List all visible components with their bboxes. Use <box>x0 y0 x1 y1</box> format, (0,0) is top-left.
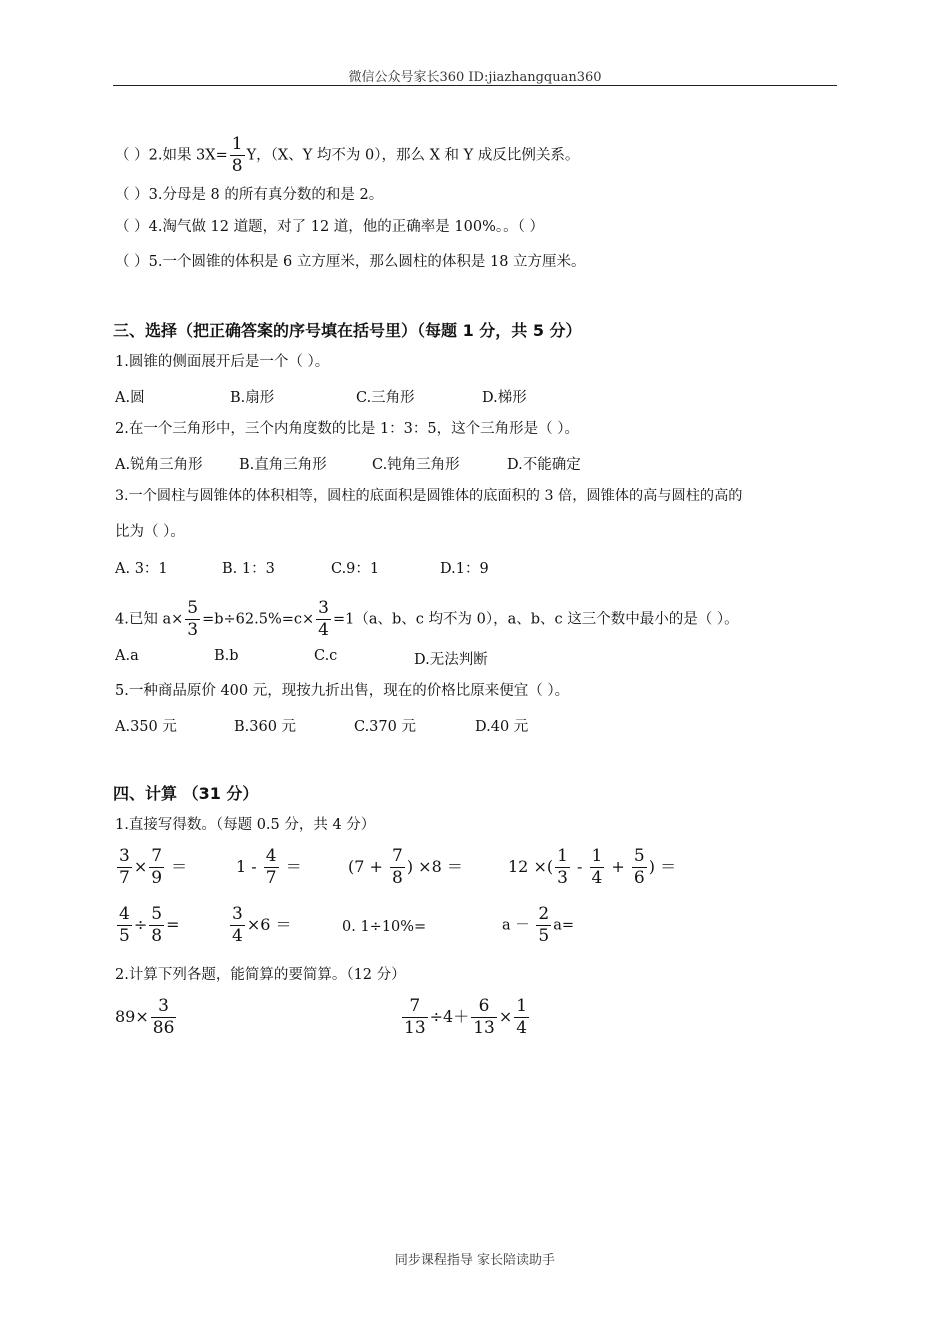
choice-q3-stem-line2: 比为（ ）。 <box>115 524 185 540</box>
choice-q4-opt-b: B.b <box>214 648 239 664</box>
calc-problem-1: 89× $\frac{3}{86}$ <box>115 996 175 1038</box>
calc-expr-1: $\frac{3}{7}$ × $\frac{7}{9}$ ＝ <box>119 846 188 888</box>
fraction: $\frac{7}{8}$ <box>392 846 403 888</box>
fraction: $\frac{3}{4}$ <box>232 904 243 946</box>
choice-q1-opt-d: D.梯形 <box>482 390 527 406</box>
section4-title: 四、计算 （31 分） <box>113 784 259 803</box>
choice-q3-opt-d: D.1：9 <box>440 561 489 577</box>
fraction: $\frac{7}{9}$ <box>151 846 163 888</box>
fraction: $\frac{4}{7}$ <box>265 846 277 888</box>
choice-q3-opt-b: B. 1：3 <box>222 561 275 577</box>
choice-q4-stem: 4.已知 a× $\frac{5}{3}$ =b÷62.5%=c× $\frac{3}{4}$ =1（a、b、c 均不为 0），a、b、c 这三个数中最小的是（ ）。 <box>115 598 739 640</box>
choice-q2-stem: 2.在一个三角形中，三个内角度数的比是 1：3：5，这个三角形是（ ）。 <box>115 421 579 437</box>
calc-part2-title: 2.计算下列各题，能简算的要简算。（12 分） <box>115 967 406 983</box>
fraction: $\frac{1}{4}$ <box>591 846 603 888</box>
calc-problem-2: $\frac{7}{13}$ ÷4＋ $\frac{6}{13}$ × $\frac{1}{4}$ <box>404 996 528 1038</box>
judge-q2: （ ）2.如果 3X= $\frac{1}{8}$ Y，（X、Y 均不为 0），那么 X 和 Y 成反比例关系。 <box>115 134 580 176</box>
calc-expr-8: a － $\frac{2}{5}$ a= <box>502 904 574 946</box>
choice-q3-stem-line1: 3.一个圆柱与圆锥体的体积相等，圆柱的底面积是圆锥体的底面积的 3 倍，圆锥体的高与圆柱的高的 <box>115 488 743 504</box>
choice-q5-opt-b: B.360 元 <box>234 719 297 735</box>
calc-expr-5: $\frac{4}{5}$ ÷ $\frac{5}{8}$ = <box>119 904 180 946</box>
choice-q1-opt-a: A.圆 <box>115 390 145 406</box>
judge-q4: （ ）4.淘气做 12 道题，对了 12 道，他的正确率是 100%。。（ ） <box>115 219 544 235</box>
choice-q4-opt-a: A.a <box>115 648 139 664</box>
page-footer: 同步课程指导 家长陪读助手 <box>394 1253 556 1268</box>
fraction: $\frac{5}{6}$ <box>633 846 645 888</box>
fraction: $\frac{5}{3}$ <box>187 598 199 640</box>
calc-part1-title: 1.直接写得数。（每题 0.5 分，共 4 分） <box>115 817 376 833</box>
choice-q1-opt-b: B.扇形 <box>230 390 275 406</box>
calc-expr-4: 12 ×( $\frac{1}{3}$ - $\frac{1}{4}$ + $\frac{5}{6}$ ) ＝ <box>508 846 677 888</box>
fraction: $\frac{4}{5}$ <box>119 904 130 946</box>
fraction: $\frac{1}{3}$ <box>557 846 568 888</box>
choice-q5-opt-a: A.350 元 <box>115 719 177 735</box>
fraction: $\frac{1}{8}$ <box>231 134 243 176</box>
choice-q2-opt-c: C.钝角三角形 <box>372 457 460 473</box>
calc-expr-7: 0. 1÷10%= <box>342 919 427 935</box>
fraction: $\frac{5}{8}$ <box>151 904 163 946</box>
judge-q3: （ ）3.分母是 8 的所有真分数的和是 2。 <box>115 187 384 203</box>
calc-expr-6: $\frac{3}{4}$ ×6 ＝ <box>232 904 292 946</box>
choice-q5-opt-d: D.40 元 <box>475 719 529 735</box>
judge-q5: （ ）5.一个圆锥的体积是 6 立方厘米，那么圆柱的体积是 18 立方厘米。 <box>115 254 586 270</box>
choice-q1-opt-c: C.三角形 <box>356 390 415 406</box>
choice-q5-stem: 5.一种商品原价 400 元，现按九折出售，现在的价格比原来便宜（ ）。 <box>115 683 570 699</box>
fraction: $\frac{7}{13}$ <box>404 996 426 1038</box>
choice-q4-opt-c: C.c <box>314 648 338 664</box>
fraction: $\frac{6}{13}$ <box>473 996 495 1038</box>
choice-q2-opt-d: D.不能确定 <box>507 457 581 473</box>
choice-q2-opt-a: A.锐角三角形 <box>115 457 203 473</box>
fraction: $\frac{3}{7}$ <box>119 846 130 888</box>
header-rule <box>113 85 837 86</box>
fraction: $\frac{3}{4}$ <box>318 598 329 640</box>
fraction: $\frac{3}{86}$ <box>152 996 175 1038</box>
calc-expr-2: 1 - $\frac{4}{7}$ ＝ <box>236 846 302 888</box>
section3-title: 三、选择（把正确答案的序号填在括号里）（每题 1 分，共 5 分） <box>113 321 582 340</box>
choice-q3-opt-c: C.9：1 <box>331 561 380 577</box>
choice-q1-stem: 1.圆锥的侧面展开后是一个（ ）。 <box>115 354 330 370</box>
choice-q2-opt-b: B.直角三角形 <box>239 457 327 473</box>
choice-q4-opt-d: D.无法判断 <box>414 652 488 668</box>
calc-expr-3: (7 + $\frac{7}{8}$ ) ×8 ＝ <box>348 846 463 888</box>
fraction: $\frac{1}{4}$ <box>516 996 528 1038</box>
page-header: 微信公众号家长360 ID:jiazhangquan360 <box>348 70 602 85</box>
fraction: $\frac{2}{5}$ <box>538 904 550 946</box>
choice-q5-opt-c: C.370 元 <box>354 719 416 735</box>
choice-q3-opt-a: A. 3：1 <box>115 561 168 577</box>
